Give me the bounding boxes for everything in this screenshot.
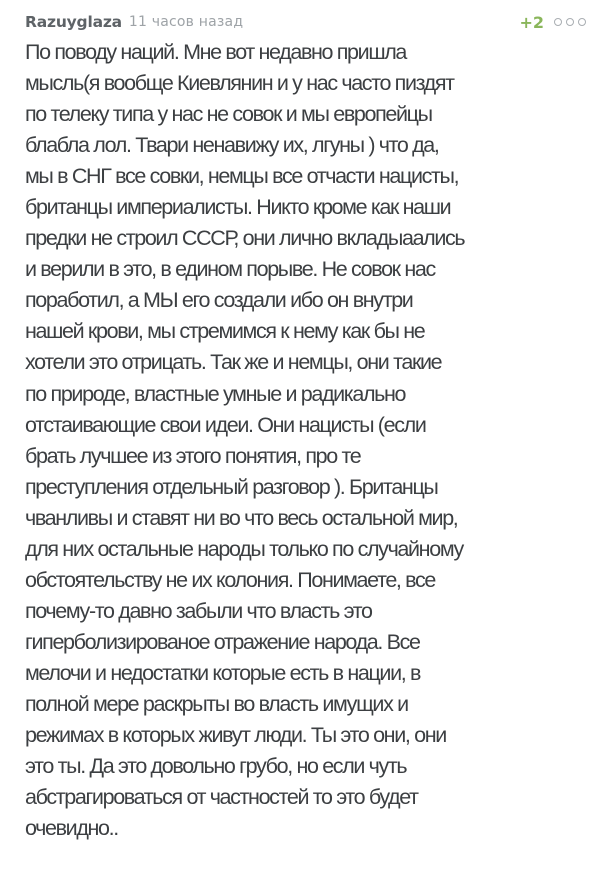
comment-line: британцы империалисты. Никто кроме как наши — [25, 195, 451, 220]
comment-line: нашей крови, мы стремимся к нему как бы не — [25, 319, 425, 344]
comment-line: почему-то давно забыли что власть это — [25, 598, 372, 623]
comment-line: предки не строил СССР, они лично вкладыаались — [25, 226, 465, 251]
comment-line: брать лучшее из этого понятия, про те — [25, 443, 361, 468]
comment-line: мы в СНГ все совки, немцы все отчасти нацисты, — [25, 164, 459, 189]
comment-line: хотели это отрицать. Так же и немцы, они такие — [25, 350, 442, 375]
comment-line: и верили в это, в едином порыве. Не совок нас — [25, 257, 435, 282]
comment-time[interactable]: 11 часов назад — [128, 14, 244, 30]
comment-line: отстаивающие свои идеи. Они нацисты (если — [25, 412, 426, 437]
comment-header — [25, 10, 586, 34]
comment-line: мелочи и недостатки которые есть в нации, в — [25, 660, 421, 685]
comment-line: поработил, а МЫ его создали ибо он внутри — [25, 288, 413, 313]
comment-line: по природе, властные умные и радикально — [25, 381, 406, 406]
comment-line: чванливы и ставят ни во что весь остальной мир, — [25, 505, 458, 530]
comment-line: мысль(я вообще Киевлянин и у нас часто пиздят — [25, 71, 454, 96]
comment-line: это ты. Да это довольно грубо, но если чуть — [25, 754, 407, 779]
comment-line: полной мере раскрыты во власть имущих и — [25, 691, 408, 716]
comment-line: обстоятельству не их колония. Понимаете, все — [25, 567, 436, 592]
comment-line: режимах в которых живут люди. Ты это они, они — [25, 723, 446, 748]
comment-rating: +2 — [519, 12, 544, 32]
more-dot — [578, 18, 586, 26]
more-dot — [566, 18, 574, 26]
more-dot — [554, 18, 562, 26]
comment-line: абстрагироваться от частностей то это будет — [25, 785, 418, 810]
more-options-icon[interactable] — [554, 16, 586, 28]
comment-line: очевидно.. — [25, 816, 118, 841]
comment-line: По поводу наций. Мне вот недавно пришла — [25, 40, 407, 64]
comment-line: для них остальные народы только по случайному — [25, 536, 463, 561]
comment-line: преступления отдельный разговор ). Британцы — [25, 474, 438, 499]
comment-body — [25, 37, 600, 844]
comment-line: гиперболизированое отражение народа. Все — [25, 629, 420, 654]
comment-line: по телеку типа у нас не совок и мы европейцы — [25, 102, 432, 127]
comment-author[interactable]: Razuyglaza — [25, 13, 122, 31]
comment-line: блабла лол. Твари ненавижу их, лгуны ) что да, — [25, 133, 439, 158]
